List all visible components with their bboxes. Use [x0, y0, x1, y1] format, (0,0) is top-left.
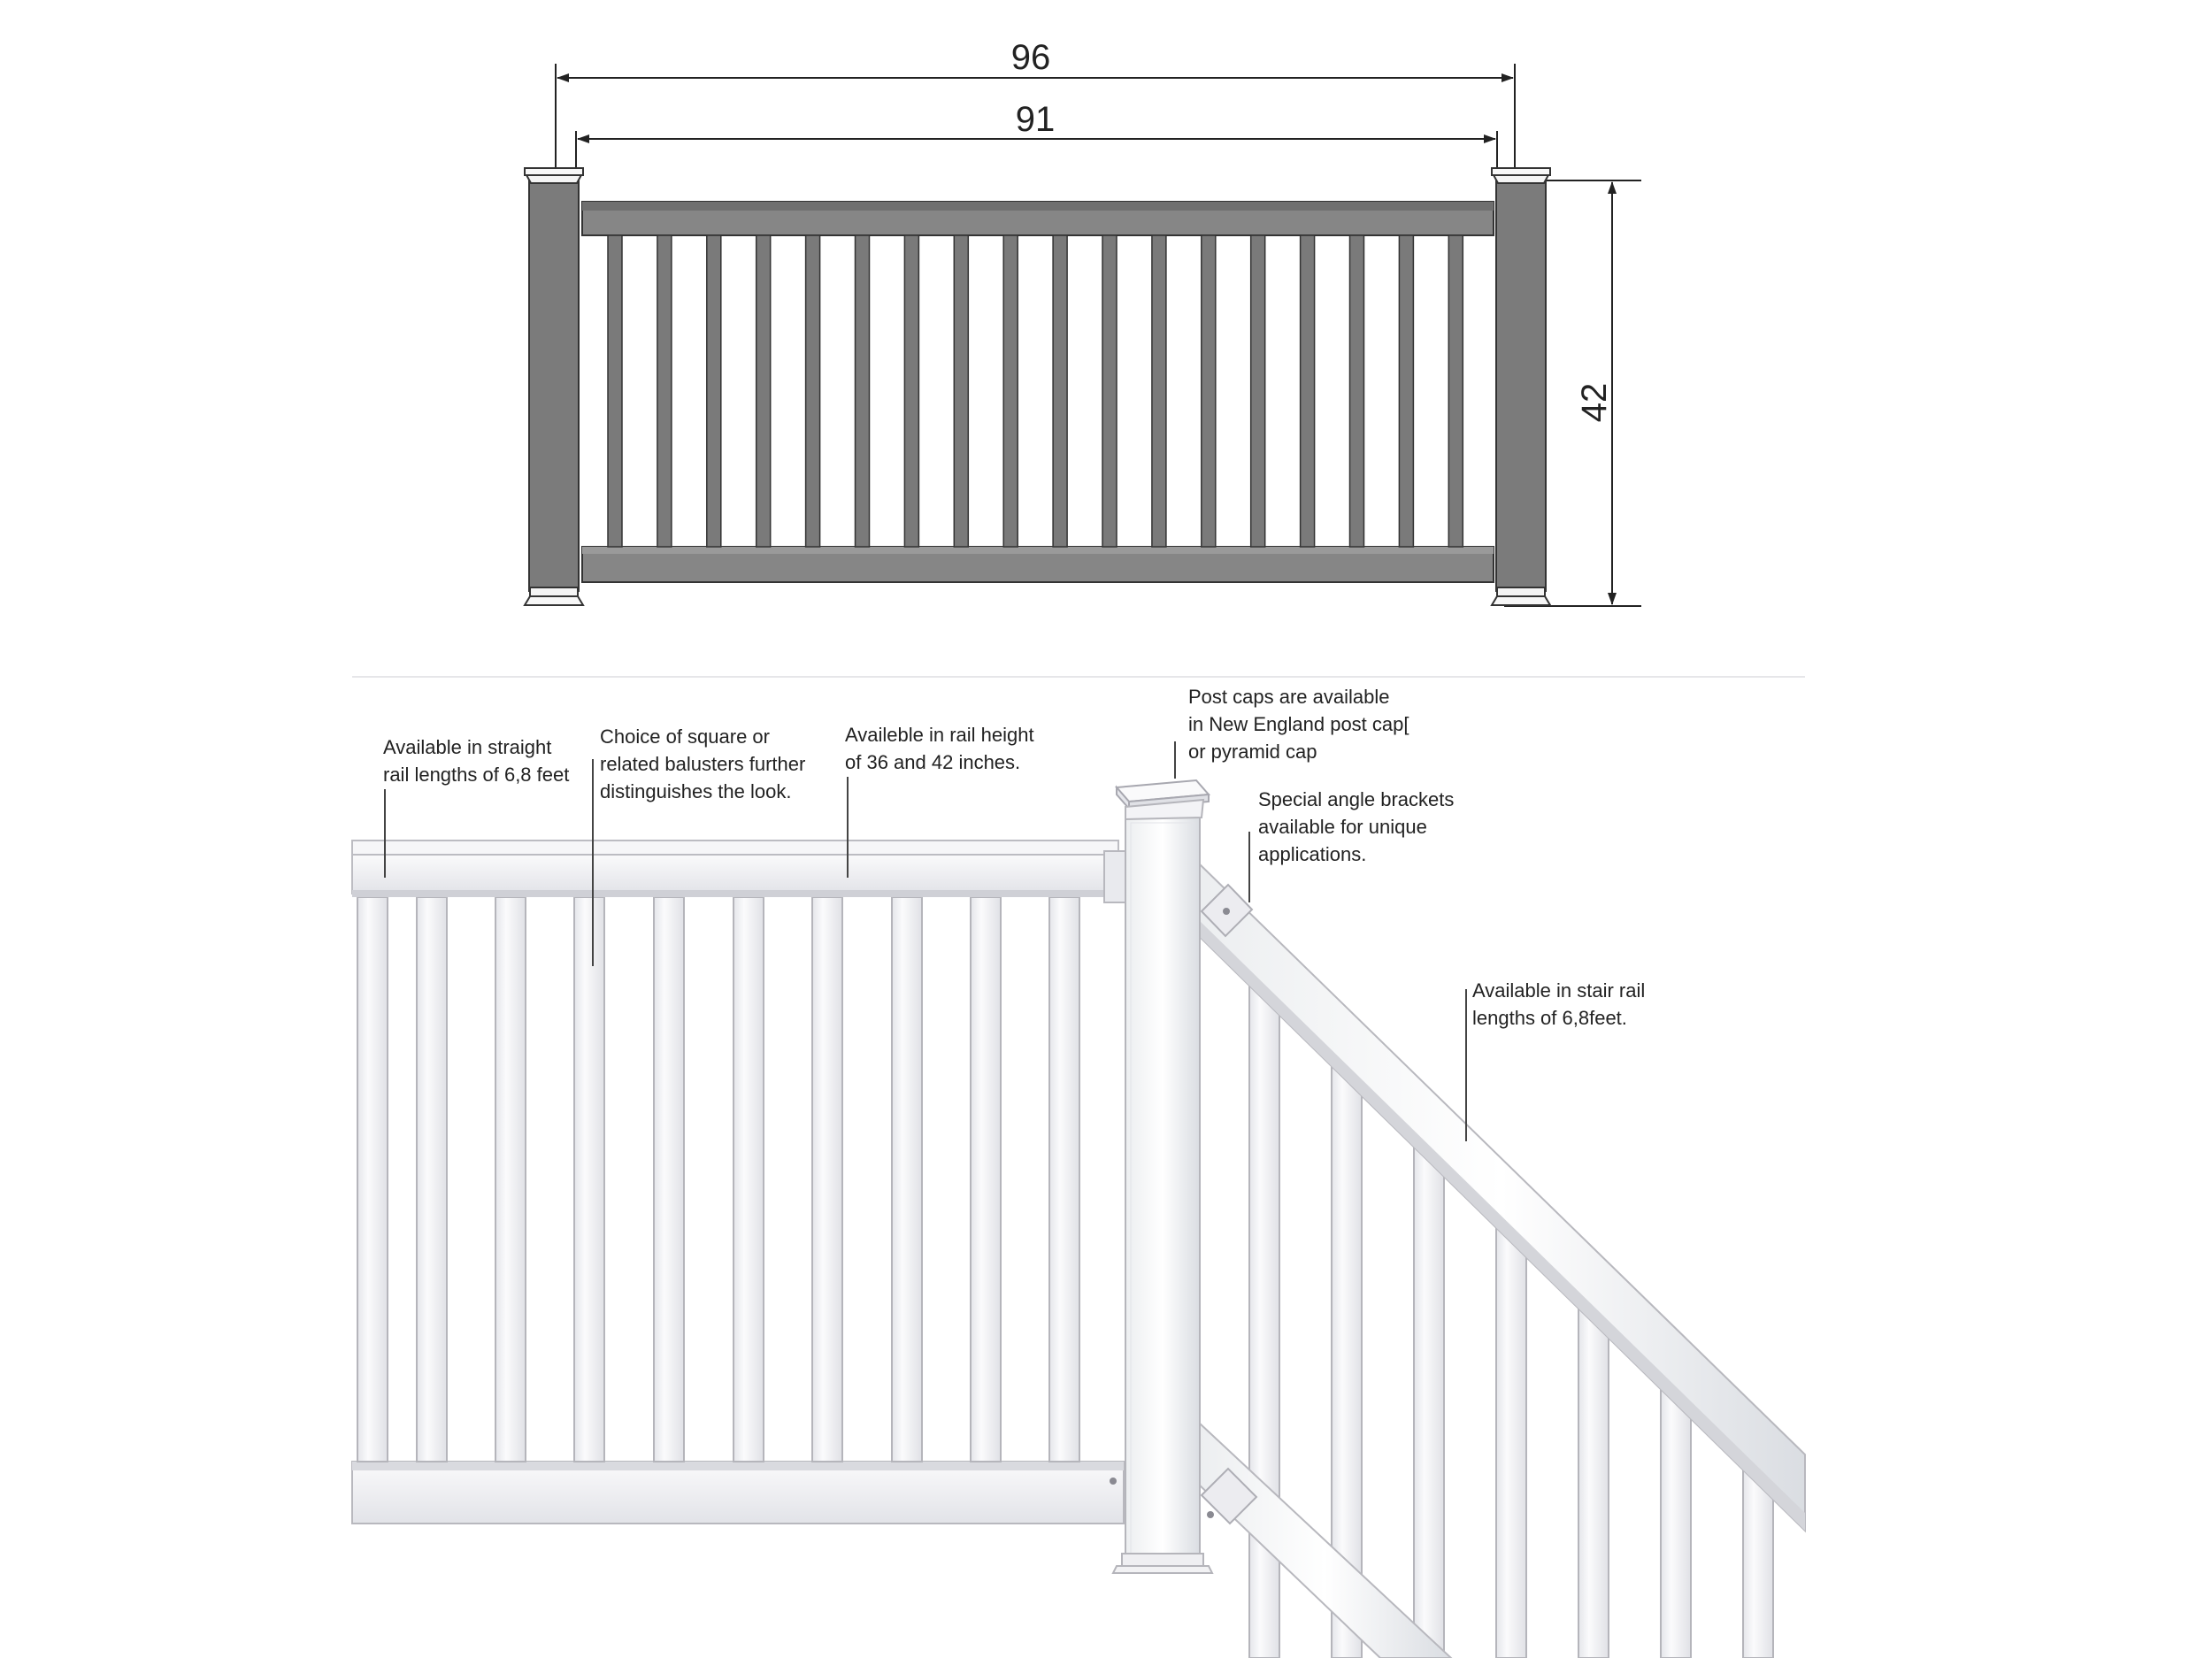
callout-line: Special angle brackets [1258, 788, 1455, 810]
drawing-baluster [707, 235, 721, 547]
baluster [971, 897, 1001, 1462]
drawing-baluster [904, 235, 918, 547]
callout-line: Post caps are available [1188, 686, 1390, 708]
drawing-baluster [1448, 235, 1463, 547]
drawing-baluster [1399, 235, 1413, 547]
callout-straight-rail-lengths [383, 736, 569, 786]
drawing-baluster [856, 235, 870, 547]
stair-baluster [1661, 1383, 1691, 1658]
bottom-rail-highlight [582, 547, 1494, 554]
main-post [1113, 817, 1212, 1573]
dimension-drawing [525, 38, 1641, 606]
straight-bottom-rail [352, 1462, 1124, 1524]
baluster [417, 897, 447, 1462]
callout-line: rail lengths of 6,8 feet [383, 764, 570, 786]
baluster [357, 897, 388, 1462]
height-label: 42 [1575, 382, 1614, 423]
callout-line: Available in stair rail [1472, 979, 1646, 1002]
inner-width-label: 91 [1015, 100, 1056, 139]
callout-baluster-choice [600, 725, 810, 802]
drawing-baluster [757, 235, 771, 547]
post-cap [1117, 780, 1209, 819]
callout-line: Available in straight [383, 736, 552, 758]
callout-line: of 36 and 42 inches. [845, 751, 1021, 773]
callout-angle-brackets [1258, 788, 1459, 865]
callout-line: applications. [1258, 843, 1367, 865]
bracket-screw [1110, 1478, 1117, 1485]
stair-baluster [1496, 1223, 1526, 1658]
callout-line: lengths of 6,8feet. [1472, 1007, 1627, 1029]
callout-line: related balusters further [600, 753, 806, 775]
baluster [812, 897, 842, 1462]
callout-line: Choice of square or [600, 725, 770, 748]
baluster [574, 897, 604, 1462]
baluster [1049, 897, 1079, 1462]
drawing-baluster [1251, 235, 1265, 547]
baluster [733, 897, 764, 1462]
drawing-balusters [608, 235, 1463, 547]
baluster [495, 897, 526, 1462]
railing-rendering [352, 677, 1805, 1658]
right-post [1492, 168, 1550, 605]
callout-line: distinguishes the look. [600, 780, 792, 802]
drawing-baluster [1003, 235, 1018, 547]
drawing-baluster [1301, 235, 1315, 547]
callout-line: available for unique [1258, 816, 1427, 838]
drawing-baluster [806, 235, 820, 547]
callout-post-caps [1188, 686, 1415, 763]
stair-baluster [1578, 1302, 1609, 1658]
drawing-baluster [954, 235, 968, 547]
top-rail-shadow [582, 202, 1494, 211]
straight-balusters [357, 897, 1079, 1462]
drawing-baluster [608, 235, 622, 547]
drawing-baluster [1152, 235, 1166, 547]
callout-line: Availeble in rail height [845, 724, 1034, 746]
stair-baluster [1414, 1142, 1444, 1658]
drawing-baluster [1350, 235, 1364, 547]
callout-rail-height [845, 724, 1040, 773]
callout-line: or pyramid cap [1188, 741, 1317, 763]
drawing-baluster [1202, 235, 1216, 547]
callout-line: in New England post cap[ [1188, 713, 1409, 735]
top-rail-bracket [1104, 851, 1125, 902]
baluster [654, 897, 684, 1462]
baluster [892, 897, 922, 1462]
straight-top-rail [352, 841, 1118, 897]
left-post [525, 168, 583, 605]
callout-stair-rail-lengths [1472, 979, 1650, 1029]
drawing-baluster [1102, 235, 1117, 547]
drawing-baluster [657, 235, 672, 547]
drawing-baluster [1053, 235, 1067, 547]
overall-width-label: 96 [1010, 38, 1051, 77]
